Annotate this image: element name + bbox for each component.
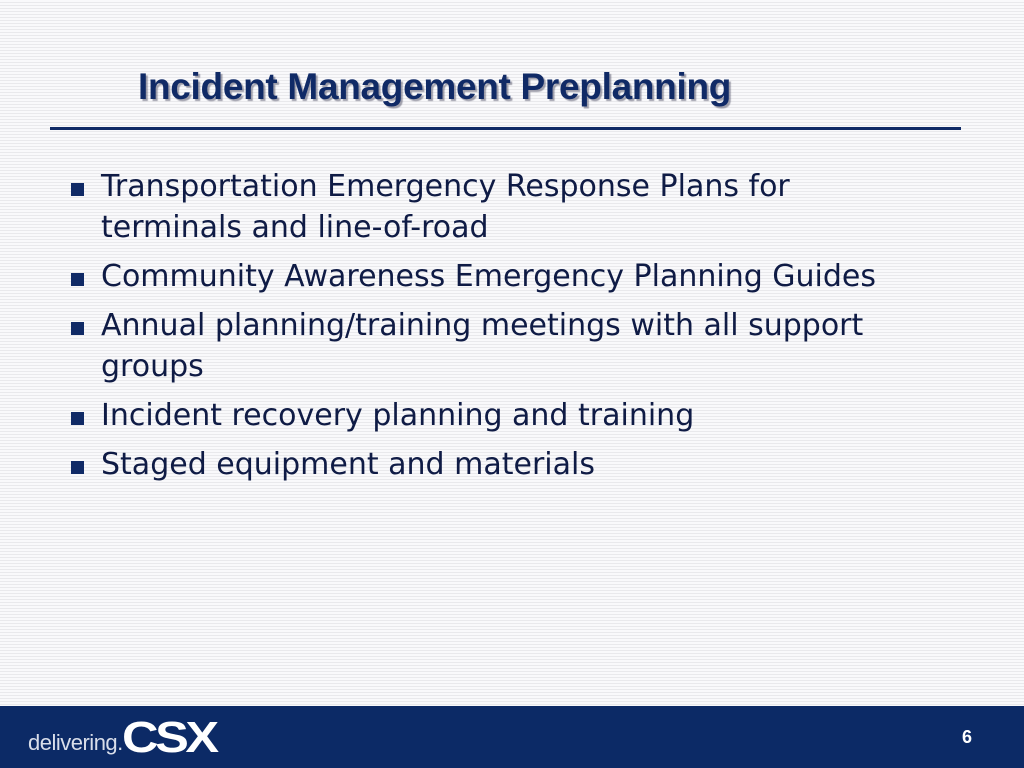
bullet-text: Staged equipment and materials xyxy=(101,447,595,482)
bullet-item xyxy=(68,444,898,485)
footer-tagline: delivering. xyxy=(28,730,123,755)
square-bullet-icon xyxy=(71,273,84,286)
bullet-text: Transportation Emergency Response Plans for terminals and line-of-road xyxy=(101,169,790,245)
square-bullet-icon xyxy=(71,183,84,196)
csx-logo: CSX xyxy=(122,713,216,762)
bullet-list xyxy=(68,166,898,493)
square-bullet-icon xyxy=(71,412,84,425)
square-bullet-icon xyxy=(71,461,84,474)
slide-title: Incident Management Preplanning xyxy=(138,66,732,107)
footer-bar xyxy=(0,706,1024,768)
square-bullet-icon xyxy=(71,322,84,335)
bullet-item xyxy=(68,305,898,387)
bullet-text: Incident recovery planning and training xyxy=(101,398,695,433)
bullet-item xyxy=(68,256,898,297)
bullet-item xyxy=(68,166,898,248)
bullet-text: Community Awareness Emergency Planning Guides xyxy=(101,259,877,294)
bullet-text: Annual planning/training meetings with all support groups xyxy=(101,308,864,384)
title-divider xyxy=(50,127,961,130)
page-number: 6 xyxy=(961,727,972,747)
bullet-item xyxy=(68,395,898,436)
